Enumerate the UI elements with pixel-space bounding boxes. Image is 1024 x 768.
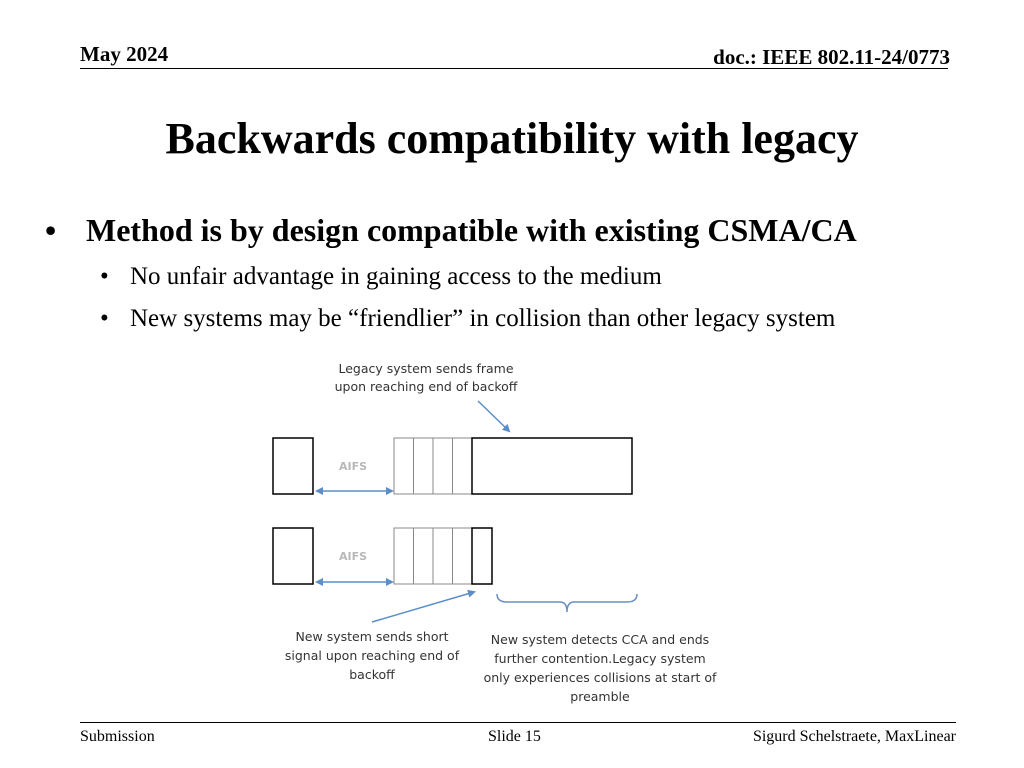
header-date: May 2024 bbox=[80, 42, 169, 66]
row1-backoff-slots bbox=[394, 438, 472, 494]
bullet-dot: • bbox=[45, 212, 57, 248]
bullet-dot: • bbox=[100, 263, 109, 290]
row2-previous-frame bbox=[273, 528, 313, 584]
sub-bullet-text: New systems may be “friendlier” in collision than other legacy system bbox=[130, 305, 836, 332]
cca-caption-line: only experiences collisions at start of bbox=[483, 670, 717, 685]
cca-caption-line: further contention.Legacy system bbox=[494, 651, 706, 666]
header-doc-id: doc.: IEEE 802.11-24/0773 bbox=[713, 45, 950, 69]
row1-legacy-frame bbox=[472, 438, 632, 494]
short-signal-caption-line: backoff bbox=[349, 667, 395, 682]
cca-caption-line: New system detects CCA and ends bbox=[490, 632, 710, 647]
legacy-caption-line: upon reaching end of backoff bbox=[334, 379, 518, 394]
row2-backoff-slots bbox=[394, 528, 472, 584]
short-signal-arrow bbox=[372, 592, 474, 622]
sub-bullet-text: No unfair advantage in gaining access to the medium bbox=[130, 263, 662, 290]
main-bullet-text: Method is by design compatible with existing CSMA/CA bbox=[86, 212, 857, 248]
footer-submission: Submission bbox=[80, 728, 155, 745]
footer-slide-number: Slide 15 bbox=[488, 728, 541, 745]
row1-aifs-label: AIFS bbox=[338, 460, 368, 473]
legacy-caption-arrow bbox=[478, 401, 509, 431]
footer-author: Sigurd Schelstraete, MaxLinear bbox=[752, 728, 956, 745]
footer-divider bbox=[80, 722, 956, 723]
row2-aifs-label: AIFS bbox=[338, 550, 368, 563]
row1-previous-frame bbox=[273, 438, 313, 494]
slide-title: Backwards compatibility with legacy bbox=[165, 114, 859, 163]
row2-short-signal bbox=[472, 528, 492, 584]
cca-caption-line: preamble bbox=[570, 689, 630, 704]
short-signal-caption-line: New system sends short bbox=[295, 629, 449, 644]
bullet-dot: • bbox=[100, 305, 109, 332]
legacy-caption-line: Legacy system sends frame bbox=[338, 361, 514, 376]
short-signal-caption-line: signal upon reaching end of bbox=[284, 648, 460, 663]
contention-brace bbox=[497, 594, 637, 612]
